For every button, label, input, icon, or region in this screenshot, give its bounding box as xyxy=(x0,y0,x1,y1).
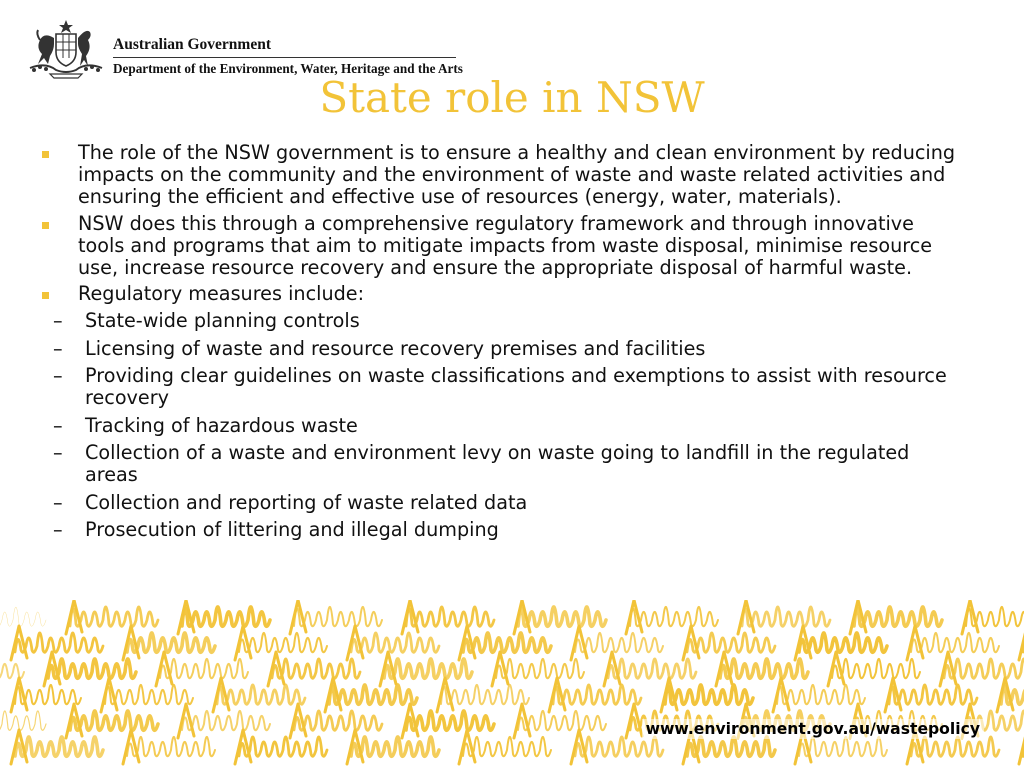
sub-bullet-text: Providing clear guidelines on waste classifications and exemptions to assist with resource recovery xyxy=(85,364,947,409)
sub-bullet-text: Licensing of waste and resource recovery premises and facilities xyxy=(85,336,706,360)
sub-bullet-item xyxy=(40,338,960,360)
handwriting-stroke xyxy=(889,685,977,704)
handwriting-stroke xyxy=(160,659,248,678)
header-divider xyxy=(113,57,456,58)
handwriting-stroke xyxy=(0,607,46,626)
slide-title: State role in NSW xyxy=(319,73,705,122)
handwriting-stroke xyxy=(70,607,158,626)
dash-marker: – xyxy=(53,336,63,360)
handwriting-stroke xyxy=(911,737,999,756)
handwriting-stroke xyxy=(665,685,753,704)
handwriting-stroke xyxy=(127,737,215,756)
government-name: Australian Government xyxy=(113,36,272,53)
handwriting-stroke xyxy=(463,737,551,756)
handwriting-stroke xyxy=(687,737,775,756)
coat-of-arms-icon xyxy=(26,18,106,80)
handwriting-stroke xyxy=(720,659,808,678)
handwriting-stroke xyxy=(441,685,529,704)
handwriting-stroke xyxy=(70,711,158,730)
handwriting-stroke xyxy=(496,659,584,678)
handwriting-stroke xyxy=(101,678,117,712)
dash-marker: – xyxy=(53,309,63,332)
handwriting-stroke xyxy=(239,737,327,756)
handwriting-pattern-banner xyxy=(0,600,1024,768)
handwriting-stroke xyxy=(406,711,494,730)
department-name: Department of the Environment, Water, Heritage and the Arts xyxy=(113,61,463,76)
handwriting-stroke xyxy=(437,678,453,712)
sub-bullet-text: Collection of a waste and environment levy on waste going to landfill in the regulated areas xyxy=(85,441,910,486)
handwriting-stroke xyxy=(329,685,417,704)
dash-marker: – xyxy=(53,364,63,387)
bullet-item xyxy=(40,283,960,541)
handwriting-stroke xyxy=(15,737,103,756)
sub-bullet-item xyxy=(40,442,960,486)
handwriting-stroke xyxy=(553,685,641,704)
handwriting-stroke xyxy=(105,685,193,704)
sub-bullet-text: State-wide planning controls xyxy=(85,309,360,332)
handwriting-stroke xyxy=(127,633,215,652)
handwriting-stroke xyxy=(15,633,103,652)
handwriting-stroke xyxy=(832,659,920,678)
handwriting-stroke xyxy=(854,607,942,626)
handwriting-stroke xyxy=(575,633,663,652)
dash-marker: – xyxy=(53,441,63,464)
handwriting-stroke xyxy=(182,711,270,730)
sub-bullet-text: Tracking of hazardous waste xyxy=(85,413,358,437)
handwriting-stroke xyxy=(944,659,1024,678)
handwriting-stroke xyxy=(742,607,830,626)
dash-marker: – xyxy=(53,518,63,541)
handwriting-stroke xyxy=(11,678,27,712)
handwriting-stroke xyxy=(351,737,439,756)
sub-bullet-item xyxy=(40,519,960,541)
handwriting-stroke xyxy=(608,659,696,678)
handwriting-stroke xyxy=(0,659,24,678)
dash-marker: – xyxy=(53,490,63,514)
footer-website-link[interactable]: www.environment.gov.au/wastepolicy xyxy=(642,719,984,739)
handwriting-stroke xyxy=(406,607,494,626)
handwriting-stroke xyxy=(626,600,642,634)
handwriting-stroke xyxy=(630,607,718,626)
handwriting-stroke xyxy=(351,633,439,652)
sub-bullet-item xyxy=(40,492,960,514)
handwriting-stroke xyxy=(0,711,46,730)
handwriting-stroke xyxy=(911,633,999,652)
handwriting-stroke xyxy=(239,633,327,652)
handwriting-stroke xyxy=(294,607,382,626)
handwriting-stroke xyxy=(272,659,360,678)
handwriting-stroke xyxy=(773,678,789,712)
handwriting-stroke xyxy=(962,600,978,634)
handwriting-stroke xyxy=(217,685,305,704)
handwriting-stroke xyxy=(290,600,306,634)
dash-marker: – xyxy=(53,413,63,437)
handwriting-stroke xyxy=(1019,730,1024,764)
bullet-text: NSW does this through a comprehensive regulatory framework and through innovative tools and programs that aim to mitigate impacts from waste disposal, minimise resource use, increase resource recovery and ensure the appropriate disposal of harmful waste. xyxy=(78,211,933,279)
handwriting-stroke xyxy=(799,633,887,652)
handwriting-stroke xyxy=(384,659,472,678)
handwriting-stroke xyxy=(518,711,606,730)
handwriting-stroke xyxy=(463,633,551,652)
sub-bullet-item xyxy=(40,415,960,437)
sub-bullet-list xyxy=(53,309,960,541)
slide-content xyxy=(40,142,960,547)
sub-bullet-item xyxy=(40,365,960,409)
bullet-text: Regulatory measures include: xyxy=(78,282,365,305)
sub-bullet-text: Collection and reporting of waste related data xyxy=(85,490,528,514)
sub-bullet-item xyxy=(40,310,960,332)
handwriting-stroke xyxy=(294,711,382,730)
handwriting-stroke xyxy=(48,659,136,678)
handwriting-stroke xyxy=(182,607,270,626)
bullet-text: The role of the NSW government is to ensure a healthy and clean environment by reducing impacts on the community and the environment of waste and waste related activities and ensuring the efficient and effective use of resources (energy, water, materials). xyxy=(78,141,956,208)
handwriting-stroke xyxy=(777,685,865,704)
bullet-item xyxy=(40,213,960,279)
handwriting-stroke xyxy=(799,737,887,756)
bullet-item xyxy=(40,142,960,208)
handwriting-stroke xyxy=(518,607,606,626)
sub-bullet-text: Prosecution of littering and illegal dumping xyxy=(85,518,499,541)
handwriting-stroke xyxy=(1019,626,1024,660)
handwriting-stroke xyxy=(575,737,663,756)
handwriting-stroke xyxy=(1001,685,1024,704)
handwriting-stroke xyxy=(687,633,775,652)
